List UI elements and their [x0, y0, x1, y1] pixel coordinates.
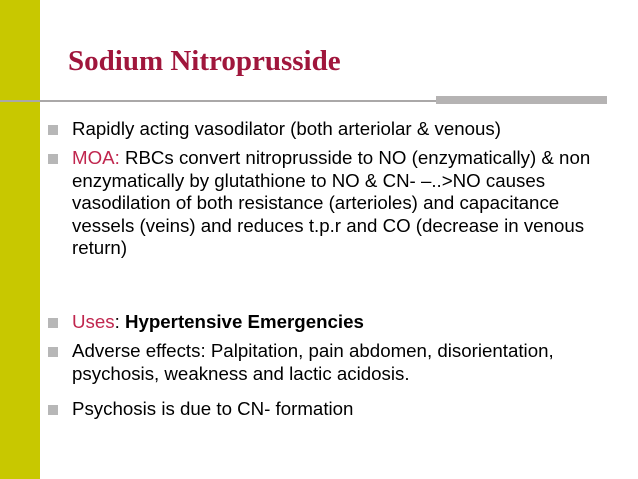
bullet-square-icon: [48, 125, 58, 135]
bullet-adverse-effects: [48, 340, 608, 385]
title-divider-accent: [436, 96, 607, 104]
uses-value: Hypertensive Emergencies: [124, 311, 364, 332]
bullet-text: Psychosis is due to CN- formation: [72, 398, 354, 419]
bullet-text: Rapidly acting vasodilator (both arteriolar & venous): [72, 118, 501, 139]
bullet-square-icon: [48, 154, 58, 164]
bullet-square-icon: [48, 318, 58, 328]
uses-label: Uses: [72, 311, 115, 332]
bullet-psychosis: [48, 398, 608, 421]
slide-title: Sodium Nitroprusside: [68, 45, 341, 77]
bullet-moa: [48, 147, 608, 260]
bullet-text: [72, 147, 608, 260]
uses-separator: :: [114, 311, 125, 332]
bullet-square-icon: [48, 347, 58, 357]
bullet-rapid-vasodilator: [48, 118, 608, 141]
bullet-text: [72, 311, 608, 334]
moa-label: MOA:: [72, 147, 120, 168]
bullet-uses: [48, 311, 608, 334]
bullet-square-icon: [48, 405, 58, 415]
left-accent-bar: [0, 0, 40, 479]
bullet-text: Adverse effects: Palpitation, pain abdomen, disorientation, psychosis, weakness and lactic acidosis.: [72, 340, 554, 384]
moa-text: RBCs convert nitroprusside to NO (enzymatically) & non enzymatically by glutathione to NO & CN- –..>NO causes vasodilation of both resistance (arterioles) and capacitance vessels (veins) and reduces t.p.r and CO (decrease in venous return): [72, 147, 591, 259]
